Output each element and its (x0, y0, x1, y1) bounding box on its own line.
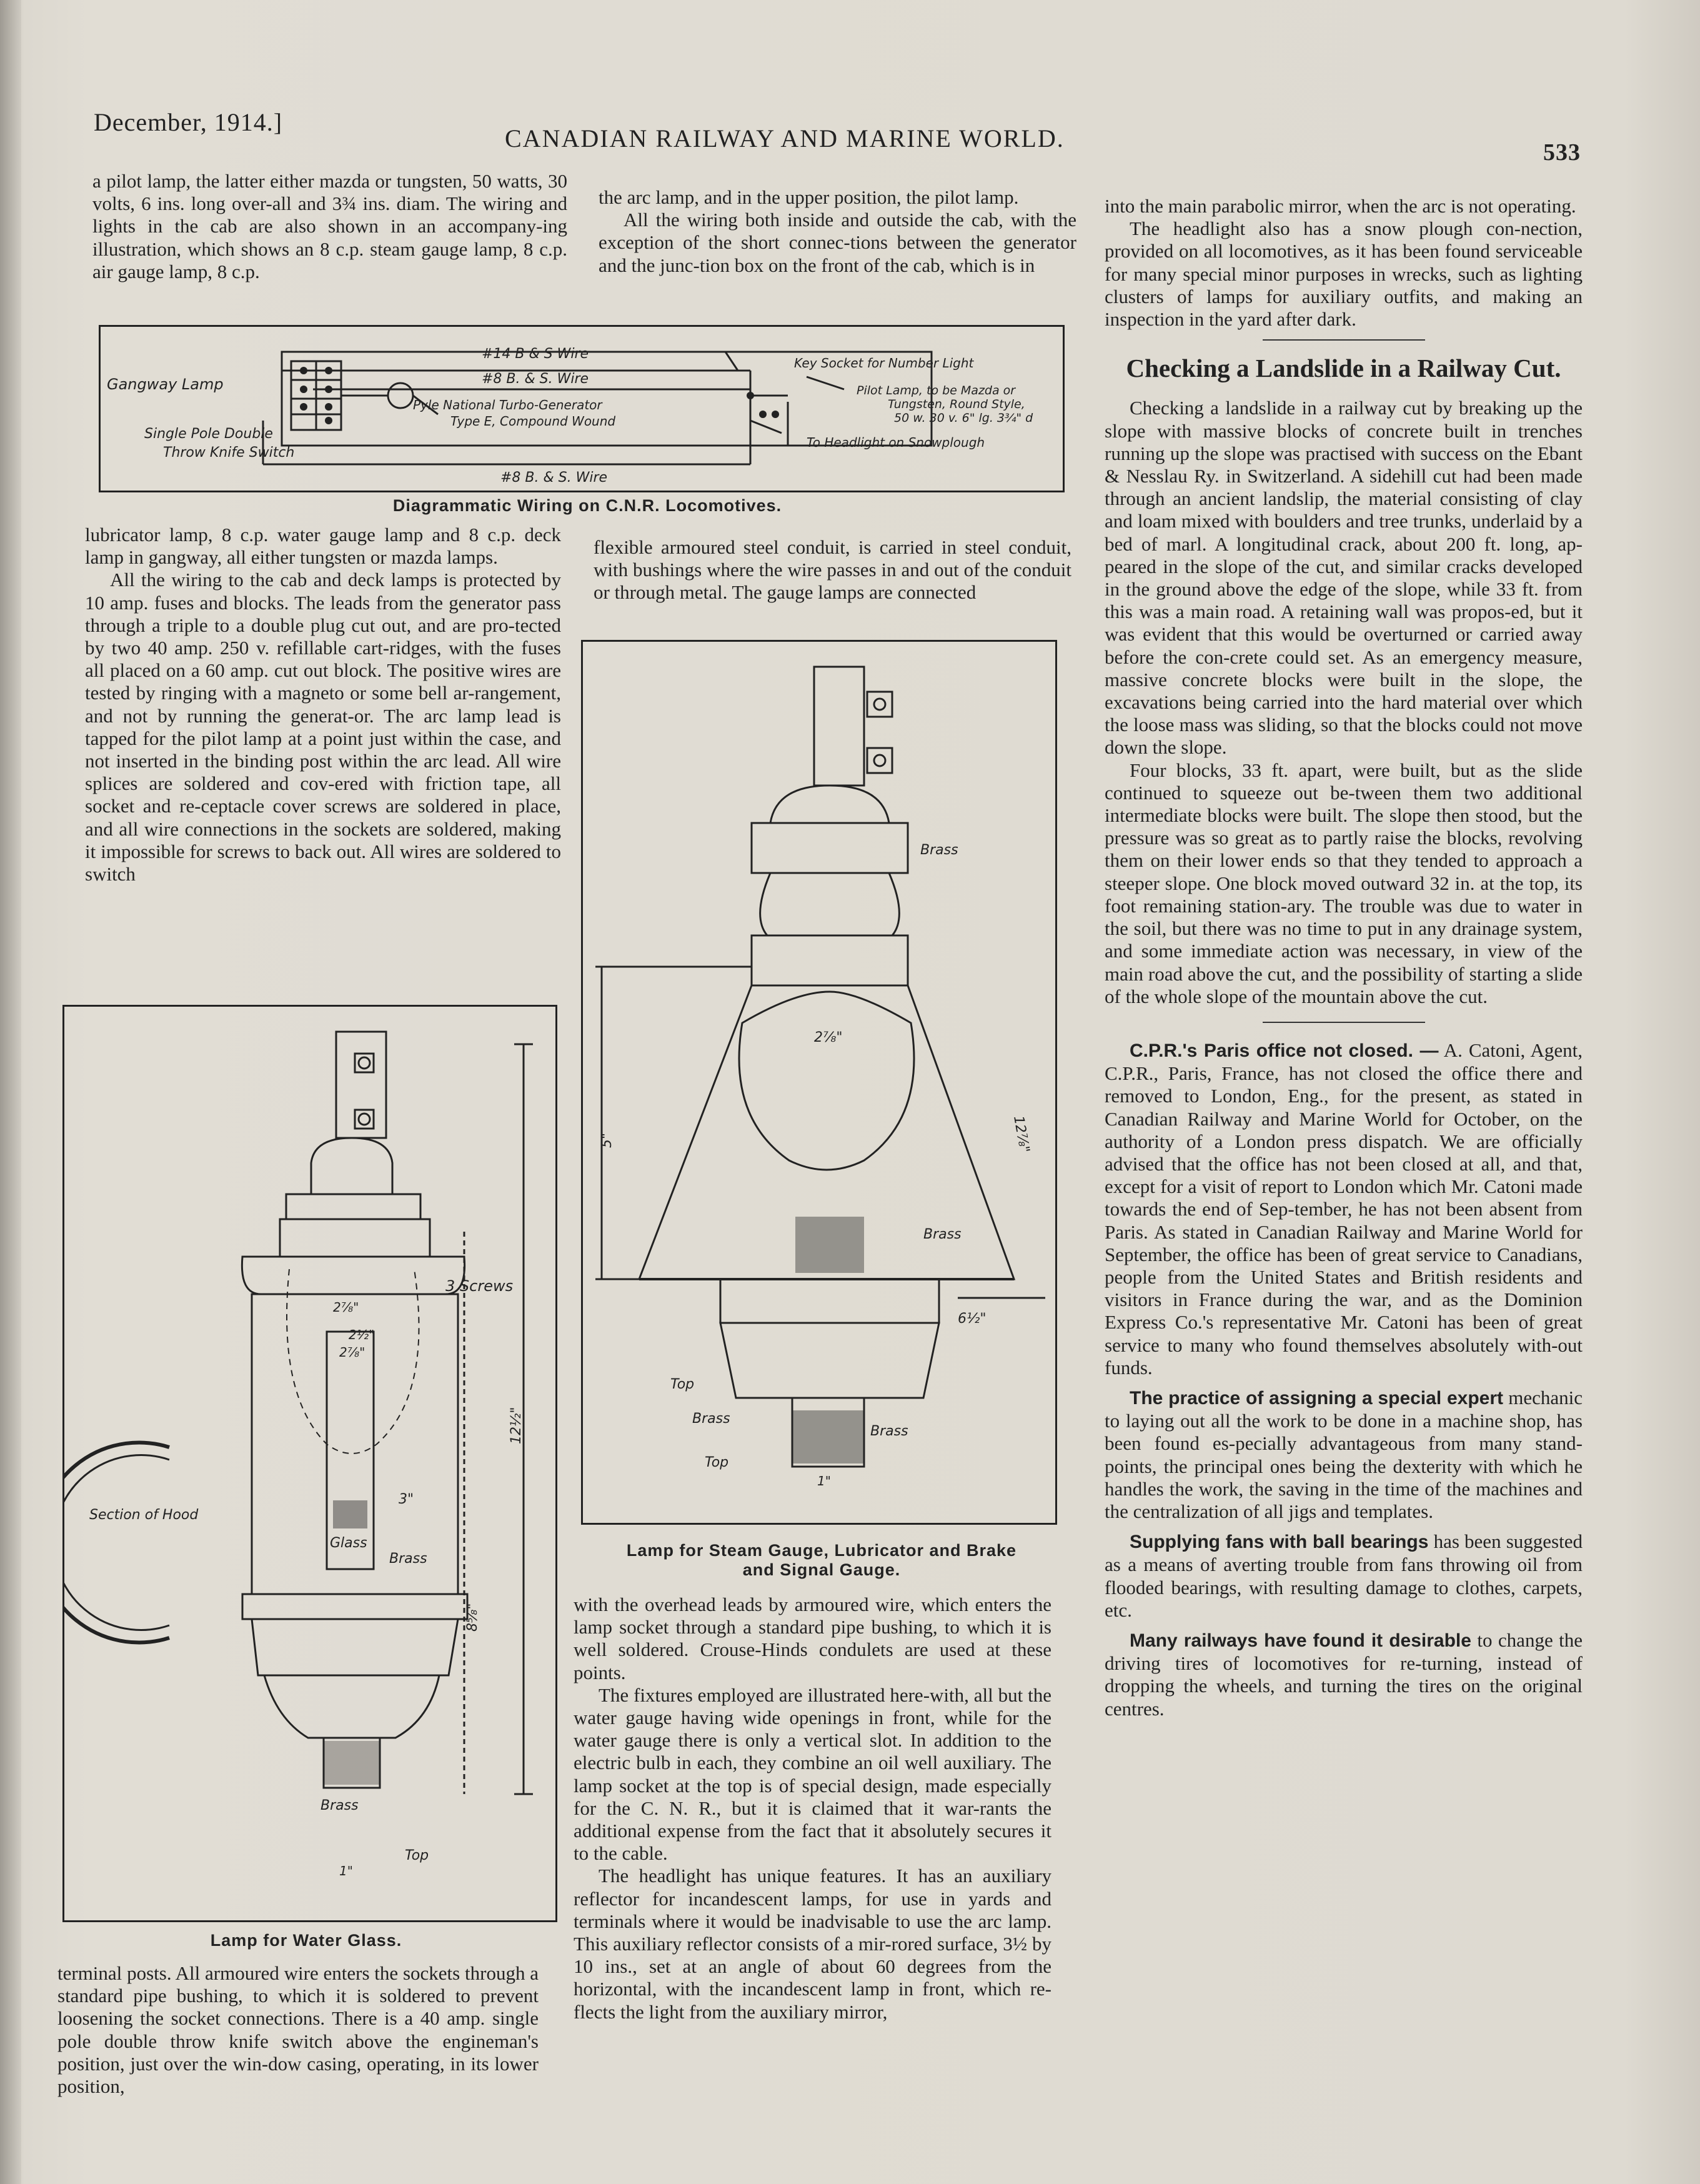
dim-6in: 6½" (958, 1311, 987, 1327)
key-socket-label: Key Socket for Number Light (794, 356, 974, 371)
paragraph: the arc lamp, and in the upper position, the pilot lamp. (599, 186, 1019, 208)
paragraph: The headlight has unique features. It has an auxiliary reflector for incandescent lamps, for use in yards and terminals where it would be inadvisable to use the arc lamp. This auxiliary reflector consists of a mir-rored surface, 3½ by 10 ins., set at an angle of about 60 degrees from the horizontal, with the incandescent lamp in front, which re-flects the light from the auxiliary mirror, (574, 1865, 1051, 2023)
pilot-lamp-label-2: Tungsten, Round Style, (888, 397, 1025, 411)
paragraph: Four blocks, 33 ft. apart, were built, but as the slide continued to squeeze out be-tween them two additional intermediate blocks were built. The slope then stood, but the pressure was so great as to partly raise the blocks, revolving them on their lower ends so that they tended to approach a steeper slope. One block moved outward 32 in. at the top, its foot remaining station-ary. The trouble was due to water in the soil, but there was no time to put in any drainage system, and some immediate action was necessary, in view of the main road above the cut, and the possibility of starting a slide of the whole slope of the mountain above the cut. (1105, 759, 1583, 1007)
column-2-top (599, 186, 1076, 277)
news-item-body: A. Catoni, Agent, C.P.R., Paris, France, has not closed the office there and removed to London, Eng., for the present, as stated in Canadian Railway and Marine World for October, on the authority of a London press dispatch. We are officially advised that the office has not been closed at all, and that, except for a visit of report to London which Mr. Catoni made towards the end of Sep-tember, he has not been absent from Paris. As stated in Canadian Railway and Marine World for September, the office has been of great service to Canadians, people from the United States and British residents and visitors in France during the war, and as the Dominion Express Co.'s representative Mr. Catoni has been of great service to many who found themselves absolutely with-out funds. (1105, 1039, 1583, 1379)
column-1-bottom (57, 1962, 539, 2098)
dim-2-1-2: 2½" (349, 1327, 375, 1342)
steam-gauge-lamp-figure (581, 640, 1057, 1525)
book-spine-shadow (0, 0, 21, 2184)
section-rule (1263, 1022, 1425, 1023)
water-glass-lamp-drawing (64, 1007, 555, 1920)
dim-1in: 1" (817, 1473, 831, 1488)
wiring-diagram (101, 327, 1063, 491)
brass-label-2: Brass (321, 1798, 359, 1813)
header-journal-title: CANADIAN RAILWAY AND MARINE WORLD. (505, 124, 1065, 152)
paragraph: with the overhead leads by armoured wire, which enters the lamp socket through a standard pipe bushing, to which it is well soldered. Crouse-Hinds condulets are used at these points. (574, 1593, 1051, 1683)
paragraph: All the wiring to the cab and deck lamps is protected by 10 amp. fuses and blocks. The leads from the generator pass through a triple to a double plug cut out, and are pro-tected by two 40 amp. 250 v. refillable cart-ridges, with the fuses all placed on a 60 amp. cut out block. The positive wires are tested by ringing with a magneto or some bell ar-rangement, and not by running the generat-or. The arc lamp lead is tapped for the pilot lamp at a point just within the case, and not inserted in the binding post within the arc lead. All wire splices are soldered and cov-ered with friction tape, all socket and re-ceptacle cover screws are soldered in place, and all wire connections in the sockets are soldered, making it impossible for screws to back out. All wires are soldered to switch (85, 569, 561, 885)
brass-label-2: Brass (923, 1227, 962, 1242)
news-item-body: to change the driving tires of locomotives for re-turning, instead of dropping the wheels, and turning the tires on the original centres. (1105, 1628, 1583, 1720)
news-item-lead: The practice of assigning a special expert (1130, 1387, 1504, 1409)
paragraph: The headlight also has a snow plough con-nection, provided on all locomotives, as it has been found serviceable for many special minor purposes in wrecks, such as lighting clusters of lamps for auxiliary outfits, and making an inspection in the yard after dark. (1105, 217, 1583, 331)
column-1-middle (85, 524, 561, 885)
generator-label-2: Type E, Compound Wound (450, 414, 616, 429)
news-item-body: mechanic to laying out all the work to be done in a machine shop, has been found es-pecially advantageous from many stand-points, the principal ones being the dexterity with which he handles the work, the saving in the time of the machines and the centralization of all jigs and templates. (1105, 1386, 1583, 1522)
header-date: December, 1914.] (94, 108, 283, 136)
paragraph: terminal posts. All armoured wire enters the sockets through a standard pipe bushing, to which it is soldered to prevent loosening the socket connections. There is a 40 amp. single pole double throw knife switch above the engineman's position, just over the win-dow casing, operating, in its lower position, (57, 1962, 539, 2098)
brass-label-1: Brass (920, 842, 958, 858)
wiring-diagram-figure (99, 325, 1065, 492)
caption-line-1: Lamp for Steam Gauge, Lubricator and Brake (626, 1541, 1017, 1560)
generator-label-1: Pyle National Turbo-Generator (413, 397, 602, 412)
paragraph: All the wiring both inside and outside the cab, with the exception of the short connec-tions between the generator and the junc-tion box on the front of the cab, which is in (599, 209, 1076, 276)
dim-1in: 1" (339, 1863, 353, 1878)
switch-label-1: Single Pole Double (144, 426, 273, 442)
glass-label: Glass (330, 1535, 367, 1551)
news-item-lead: Many railways have found it desirable (1130, 1630, 1471, 1651)
wiring-diagram-caption: Diagrammatic Wiring on C.N.R. Locomotives. (392, 496, 782, 515)
pilot-lamp-label-1: Pilot Lamp, to be Mazda or (857, 384, 1016, 397)
screws-label: 3 Screws (445, 1277, 514, 1295)
brass-label-3: Brass (692, 1411, 730, 1427)
news-item (1105, 1629, 1583, 1720)
news-item-body: has been suggested as a means of averting trouble from fans throwing oil from flooded bearings, with resulting damage to clothes, carpets, etc. (1105, 1530, 1583, 1621)
snowplough-label: To Headlight on Snowplough (807, 435, 985, 450)
paragraph: lubricator lamp, 8 c.p. water gauge lamp and 8 c.p. deck lamp in gangway, all either tungsten or mazda lamps. (85, 524, 561, 569)
page-number: 533 (1543, 139, 1581, 166)
paragraph: flexible armoured steel conduit, is carried in steel conduit, with bushings where the wire passes in and out of the conduit or through metal. The gauge lamps are connected (594, 536, 1071, 604)
hood-section-label: Section of Hood (89, 1507, 199, 1523)
water-glass-lamp-caption: Lamp for Water Glass. (210, 1931, 402, 1950)
water-glass-lamp-figure (62, 1005, 557, 1922)
pilot-lamp-label-3: 50 w. 30 v. 6" lg. 3¾" d (894, 411, 1033, 425)
steam-gauge-lamp-drawing (583, 642, 1055, 1523)
wire-8-label-a: #8 B. & S. Wire (482, 371, 589, 387)
article-heading: Checking a Landslide in a Railway Cut. (1126, 354, 1561, 383)
news-item-lead: Supplying fans with ball bearings (1130, 1532, 1429, 1553)
switch-label-2: Throw Knife Switch (163, 445, 295, 461)
brass-label-1: Brass (389, 1551, 427, 1567)
dim-12in: 12⅞" (1010, 1114, 1033, 1154)
column-3 (1105, 195, 1583, 1720)
caption-line-2: and Signal Gauge. (742, 1560, 901, 1579)
column-2-bottom (574, 1593, 1051, 2023)
paragraph: a pilot lamp, the latter either mazda or tungsten, 50 watts, 30 volts, 6 ins. long over-all and 3¾ ins. diam. The wiring and lights in the cab are also shown in an accompany-ing illustration, which shows an 8 c.p. steam gauge lamp, 8 c.p. air gauge lamp, 8 c.p. (92, 170, 567, 282)
dim-3in: 3" (399, 1492, 414, 1507)
wire-8-label-b: #8 B. & S. Wire (500, 470, 608, 486)
section-rule (1263, 339, 1425, 341)
steam-gauge-lamp-caption (575, 1541, 1068, 1580)
column-1-top (92, 170, 567, 283)
dim-12in: 12½" (509, 1407, 524, 1444)
paragraph: The fixtures employed are illustrated here-with, all but the water gauge having wide openings in front, while for the water gauge there is only a vertical slot. In addition to the electric bulb in each, they combine an oil well auxiliary. The lamp socket at the top is of special design, made especially for the C. N. R., but it is claimed that it war-rants the additional expense from the fact that it absolutely secures it to the cable. (574, 1683, 1051, 1865)
column-2-middle (594, 536, 1071, 604)
top-label: Top (405, 1848, 429, 1863)
news-item-lead: C.P.R.'s Paris office not closed. — (1130, 1040, 1439, 1061)
brass-label-4: Brass (870, 1424, 908, 1439)
news-item (1105, 1039, 1583, 1379)
dim-2in: 2⅞" (814, 1030, 843, 1045)
dim-8in: 8⅝" (465, 1603, 480, 1632)
paragraph: Checking a landslide in a railway cut by breaking up the slope with massive blocks of concrete built in trenches running up the slope was practised with success on the Ebant & Nesslau Ry. in Switzerland. A sidehill cut had been made through an ancient landslip, the material consisting of clay and loam mixed with boulders and tree trunks, underlaid by a bed of marl. A longitudinal crack, about 200 ft. long, ap-peared in the slope of the cut, and similar cracks developed in the ground above the edge of the slope, while 33 ft. from this was a main road. A retaining wall was propos-ed, but it was evident that this would be overturned or carried away before the con-crete could set. As an emergency measure, massive concrete blocks were built in the slope, the excavations being carried into the hard material over which the loose mass was sliding, so that the blocks could not move down the slope. (1105, 397, 1583, 759)
dim-2-7-8b: 2⅞" (339, 1345, 365, 1360)
top-label-1: Top (670, 1377, 695, 1392)
news-item (1105, 1387, 1583, 1523)
dim-5in: 5" (599, 1132, 615, 1148)
paragraph: into the main parabolic mirror, when the arc is not operating. (1105, 195, 1576, 217)
news-item (1105, 1530, 1583, 1622)
dim-2-7-8a: 2⅞" (333, 1300, 359, 1315)
wire-14-label: #14 B & S Wire (482, 346, 589, 362)
gangway-lamp-label: Gangway Lamp (107, 376, 224, 393)
top-label-2: Top (705, 1455, 729, 1470)
